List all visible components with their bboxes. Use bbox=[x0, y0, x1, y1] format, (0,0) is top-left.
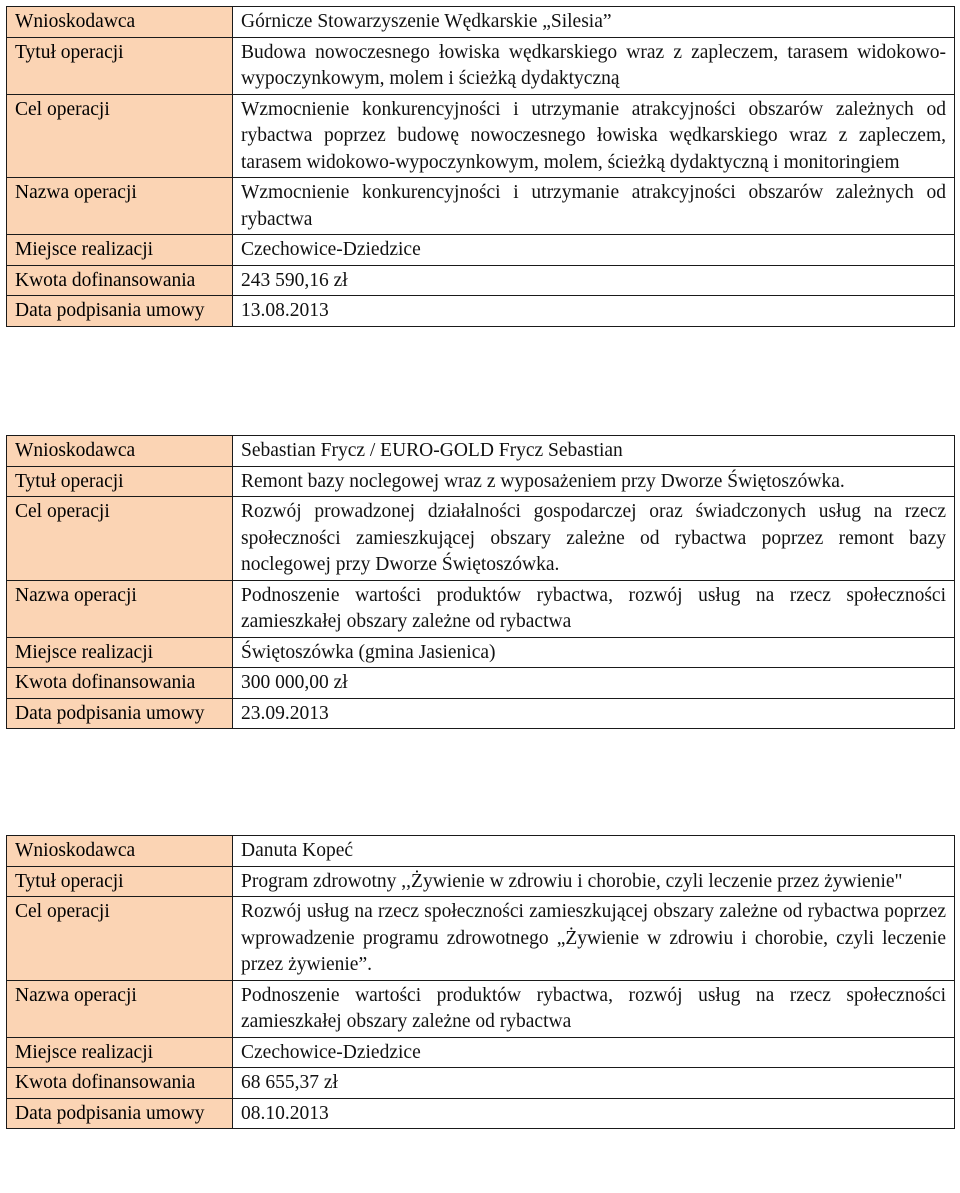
value-amount: 68 655,37 zł bbox=[233, 1068, 955, 1099]
table-row bbox=[7, 1068, 955, 1099]
value-applicant: Sebastian Frycz / EURO-GOLD Frycz Sebastian bbox=[233, 436, 955, 467]
label-name: Nazwa operacji bbox=[7, 980, 233, 1037]
label-goal: Cel operacji bbox=[7, 897, 233, 981]
table-row bbox=[7, 836, 955, 867]
label-amount: Kwota dofinansowania bbox=[7, 1068, 233, 1099]
value-date: 08.10.2013 bbox=[233, 1098, 955, 1129]
table-row bbox=[7, 94, 955, 178]
value-place: Świętoszówka (gmina Jasienica) bbox=[233, 637, 955, 668]
label-amount: Kwota dofinansowania bbox=[7, 668, 233, 699]
value-amount: 243 590,16 zł bbox=[233, 265, 955, 296]
table-row bbox=[7, 497, 955, 581]
label-goal: Cel operacji bbox=[7, 497, 233, 581]
table-row bbox=[7, 668, 955, 699]
table-row bbox=[7, 580, 955, 637]
value-goal: Wzmocnienie konkurencyjności i utrzymanie atrakcyjności obszarów zależnych od rybactwa poprzez budowę nowoczesnego łowiska wędkarskiego wraz z zapleczem, tarasem widokowo-wypoczynkowym, molem, ścieżką dydaktyczną i monitoringiem bbox=[233, 94, 955, 178]
label-title: Tytuł operacji bbox=[7, 466, 233, 497]
table-row bbox=[7, 866, 955, 897]
label-place: Miejsce realizacji bbox=[7, 637, 233, 668]
label-name: Nazwa operacji bbox=[7, 580, 233, 637]
table-row bbox=[7, 265, 955, 296]
table-row bbox=[7, 698, 955, 729]
table-row bbox=[7, 235, 955, 266]
table-row bbox=[7, 178, 955, 235]
label-applicant: Wnioskodawca bbox=[7, 7, 233, 38]
value-title: Program zdrowotny ,,Żywienie w zdrowiu i chorobie, czyli leczenie przez żywienie" bbox=[233, 866, 955, 897]
value-name: Podnoszenie wartości produktów rybactwa, rozwój usług na rzecz społeczności zamieszkałej obszary zależne od rybactwa bbox=[233, 980, 955, 1037]
value-name: Wzmocnienie konkurencyjności i utrzymanie atrakcyjności obszarów zależnych od rybactwa bbox=[233, 178, 955, 235]
label-place: Miejsce realizacji bbox=[7, 1037, 233, 1068]
label-title: Tytuł operacji bbox=[7, 866, 233, 897]
label-name: Nazwa operacji bbox=[7, 178, 233, 235]
label-title: Tytuł operacji bbox=[7, 37, 233, 94]
value-title: Remont bazy noclegowej wraz z wyposażeniem przy Dworze Świętoszówka. bbox=[233, 466, 955, 497]
value-applicant: Danuta Kopeć bbox=[233, 836, 955, 867]
value-goal: Rozwój prowadzonej działalności gospodarczej oraz świadczonych usług na rzecz społeczności zamieszkującej obszary zależne od rybactwa poprzez remont bazy noclegowej przy Dworze Świętoszówka. bbox=[233, 497, 955, 581]
label-date: Data podpisania umowy bbox=[7, 1098, 233, 1129]
record-table-2 bbox=[6, 435, 955, 729]
label-applicant: Wnioskodawca bbox=[7, 436, 233, 467]
value-title: Budowa nowoczesnego łowiska wędkarskiego wraz z zapleczem, tarasem widokowo-wypoczynkowym, molem i ścieżką dydaktyczną bbox=[233, 37, 955, 94]
value-goal: Rozwój usług na rzecz społeczności zamieszkującej obszary zależne od rybactwa poprzez wprowadzenie programu zdrowotnego „Żywienie w zdrowiu i chorobie, czyli leczenie przez żywienie”. bbox=[233, 897, 955, 981]
table-row bbox=[7, 37, 955, 94]
value-date: 23.09.2013 bbox=[233, 698, 955, 729]
table-row bbox=[7, 296, 955, 327]
value-amount: 300 000,00 zł bbox=[233, 668, 955, 699]
record-table-3 bbox=[6, 835, 955, 1129]
value-applicant: Górnicze Stowarzyszenie Wędkarskie „Silesia” bbox=[233, 7, 955, 38]
table-row bbox=[7, 436, 955, 467]
table-row bbox=[7, 466, 955, 497]
table-row bbox=[7, 1098, 955, 1129]
value-date: 13.08.2013 bbox=[233, 296, 955, 327]
value-place: Czechowice-Dziedzice bbox=[233, 235, 955, 266]
value-name: Podnoszenie wartości produktów rybactwa, rozwój usług na rzecz społeczności zamieszkałej obszary zależne od rybactwa bbox=[233, 580, 955, 637]
value-place: Czechowice-Dziedzice bbox=[233, 1037, 955, 1068]
label-date: Data podpisania umowy bbox=[7, 296, 233, 327]
label-date: Data podpisania umowy bbox=[7, 698, 233, 729]
table-row bbox=[7, 897, 955, 981]
label-place: Miejsce realizacji bbox=[7, 235, 233, 266]
table-row bbox=[7, 7, 955, 38]
table-row bbox=[7, 1037, 955, 1068]
record-table-1 bbox=[6, 6, 955, 327]
label-goal: Cel operacji bbox=[7, 94, 233, 178]
table-row bbox=[7, 637, 955, 668]
table-row bbox=[7, 980, 955, 1037]
label-applicant: Wnioskodawca bbox=[7, 836, 233, 867]
label-amount: Kwota dofinansowania bbox=[7, 265, 233, 296]
